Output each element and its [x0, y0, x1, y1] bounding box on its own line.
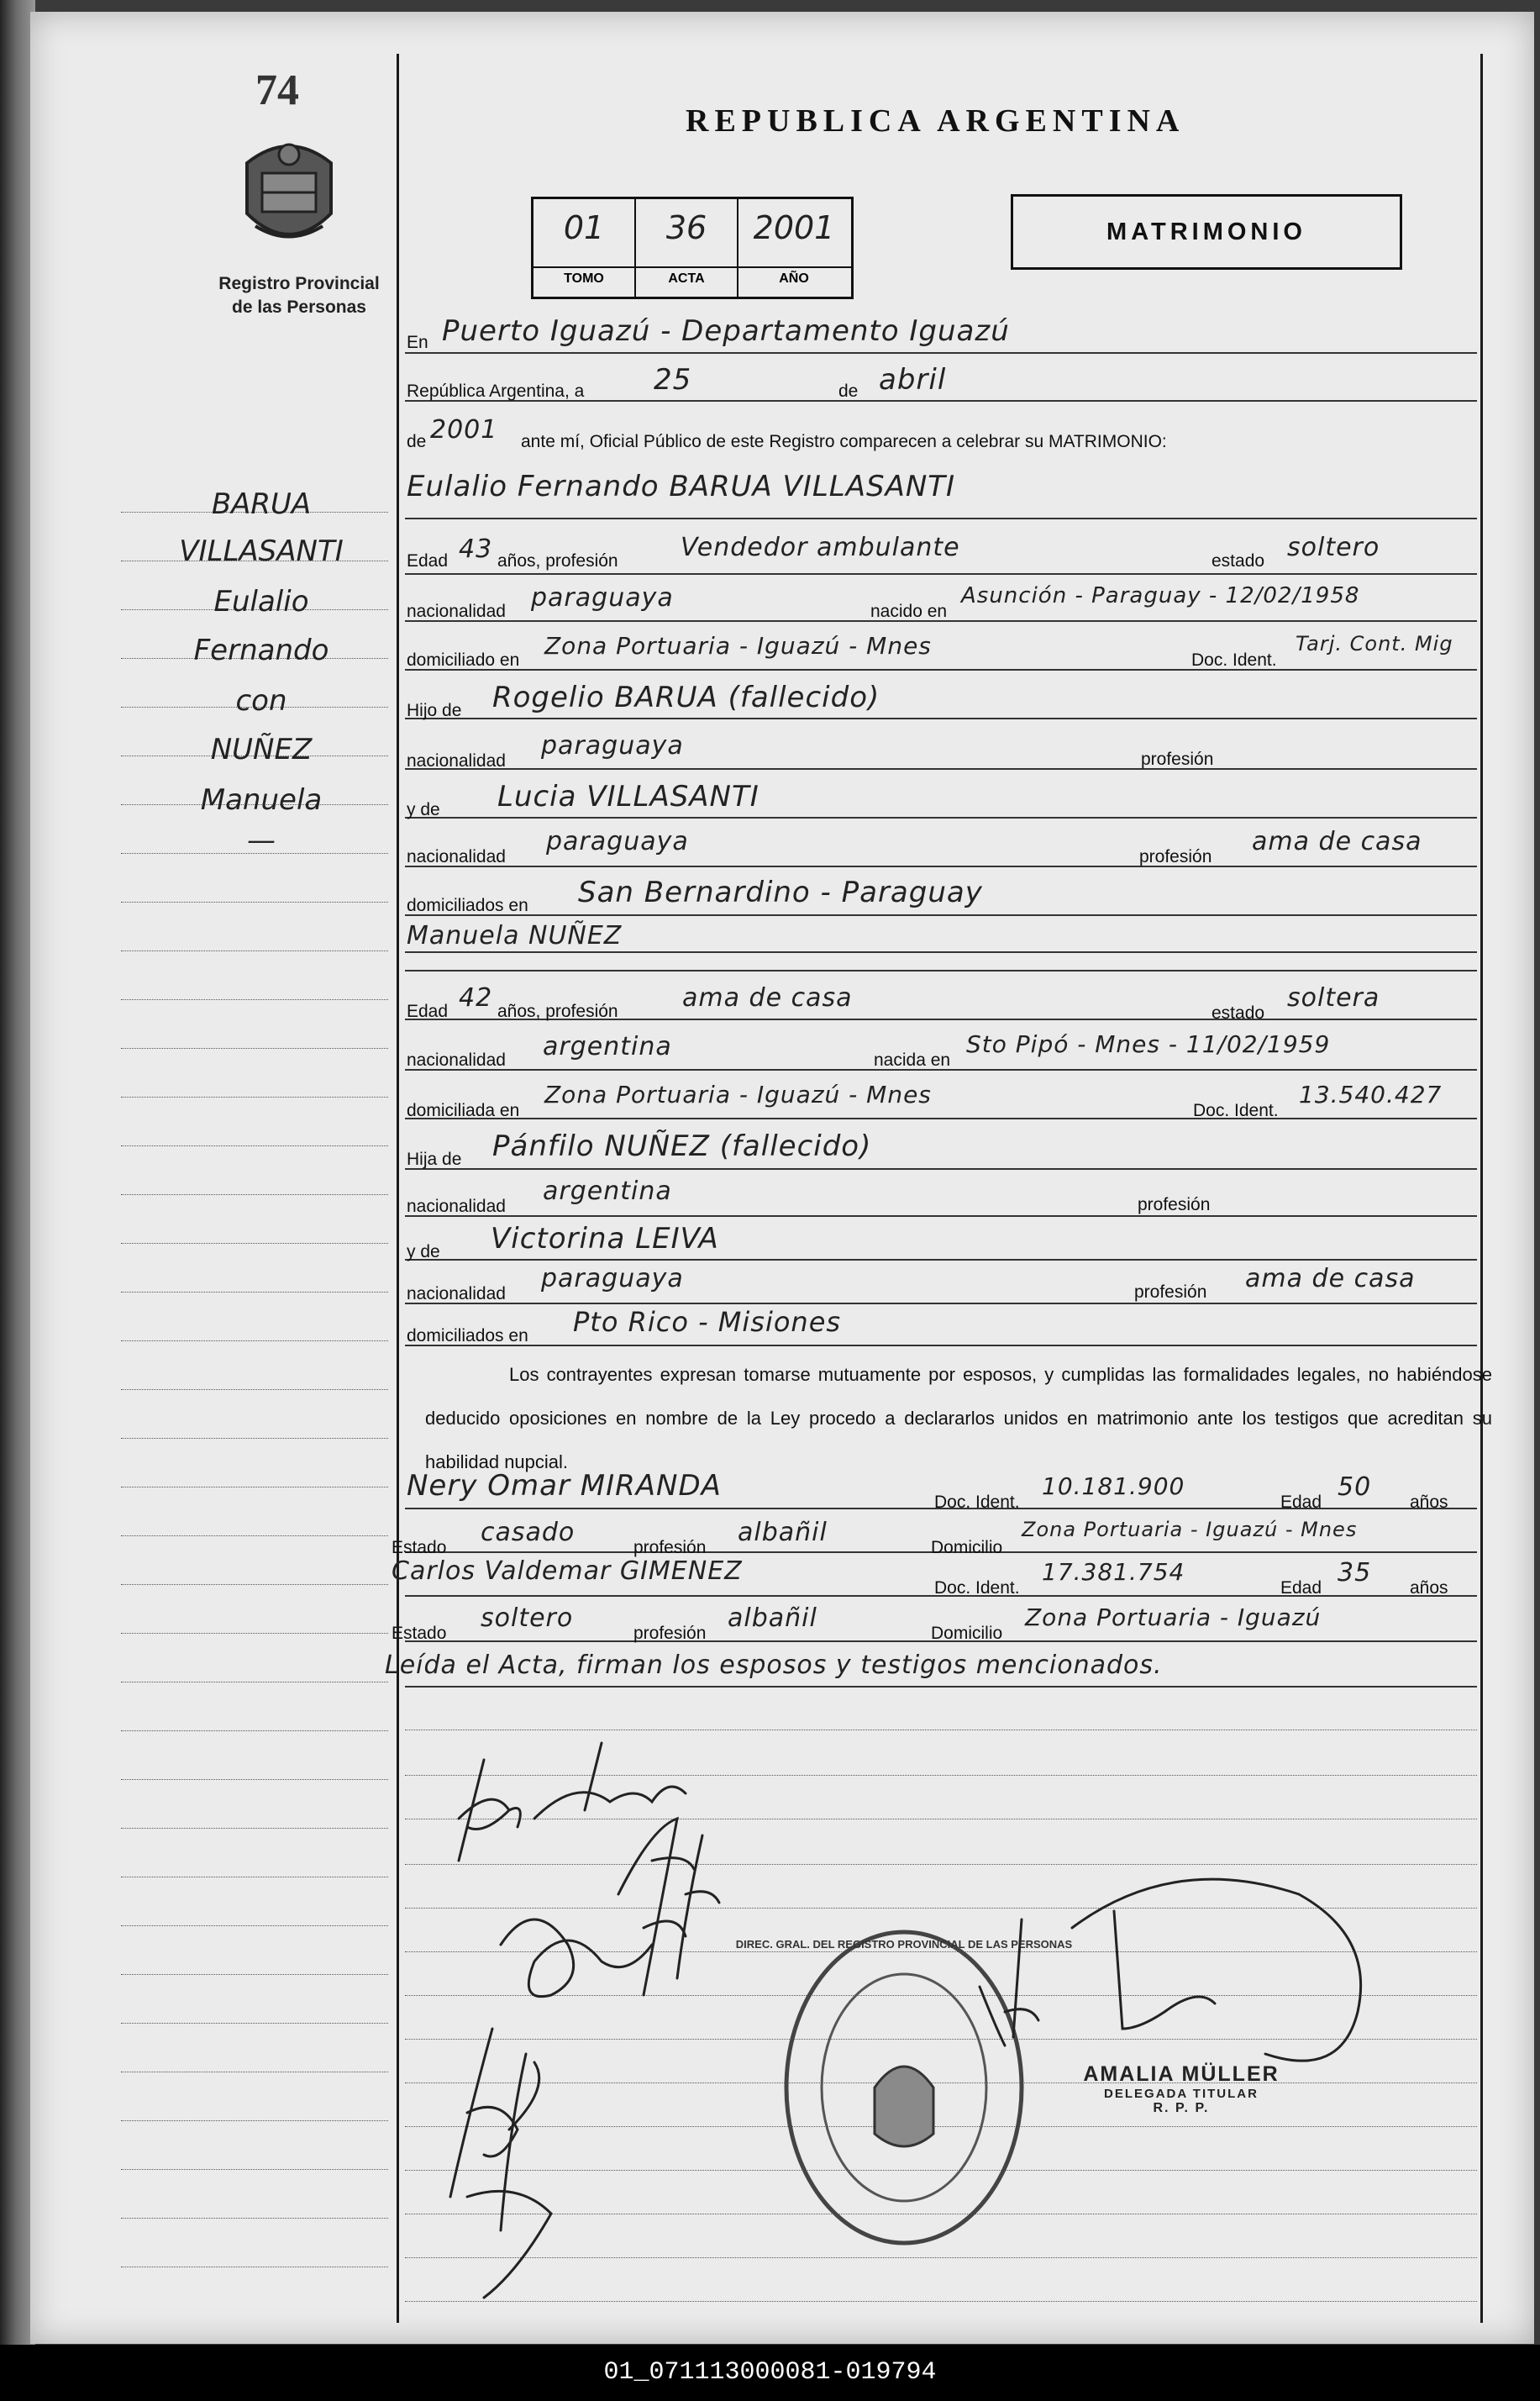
record-identifier-box: [531, 197, 854, 299]
closing-statement: Leída el Acta, firman los esposos y testigos mencionados.: [385, 1651, 1163, 1680]
bride-profession: ama de casa: [682, 983, 853, 1013]
body-rule: [405, 768, 1477, 770]
bride-name: Manuela NUÑEZ: [407, 921, 623, 950]
margin-rule: [121, 1779, 388, 1782]
witness1-dom-label: Domicilio: [931, 1538, 1003, 1557]
groom-nac-label: nacionalidad: [407, 602, 506, 621]
bride-mother: Victorina LEIVA: [491, 1222, 719, 1256]
margin-rule: [121, 1730, 388, 1733]
bride-birthplace: Sto Pipó - Mnes - 11/02/1959: [966, 1030, 1331, 1058]
bride-hija-label: Hija de: [407, 1150, 462, 1169]
bride-father-nationality: argentina: [543, 1177, 672, 1206]
republica-label: República Argentina, a: [407, 382, 585, 401]
bride-nationality: argentina: [543, 1032, 672, 1061]
witness2-document: 17.381.754: [1042, 1558, 1185, 1586]
margin-rule: [121, 902, 388, 904]
margin-rule: [121, 1925, 388, 1928]
declaration-paragraph: Los contrayentes expresan tomarse mutuamente por esposos, y cumplidas las formalidades legales, no habiéndose deducido oposiciones en nombre de la Ley procedo a declararlos unidos en matrimonio ante los testigos que acreditan su habilidad nupcial.: [425, 1364, 1492, 1472]
margin-name-line: Manuela: [200, 783, 323, 817]
groom-birthplace: Asunción - Paraguay - 12/02/1958: [961, 583, 1360, 608]
margin-rule: [121, 2169, 388, 2172]
registry-name-line2: de las Personas: [232, 297, 366, 317]
bride-address: Zona Portuaria - Iguazú - Mnes: [544, 1081, 932, 1108]
margin-rule: [121, 1438, 388, 1440]
de-label: de: [838, 382, 859, 401]
tomo-value: 01: [563, 209, 605, 246]
bride-mother-nationality: paraguaya: [541, 1264, 684, 1293]
witness2-marital-status: soltero: [481, 1603, 574, 1633]
witness1-prof-label: profesión: [633, 1538, 707, 1557]
bride-father-nac-label: nacionalidad: [407, 1197, 506, 1216]
en-label: En: [407, 333, 428, 352]
bride-dom-label: domiciliada en: [407, 1101, 520, 1120]
witness1-address: Zona Portuaria - Iguazú - Mnes: [1022, 1518, 1358, 1541]
margin-rule: [121, 1828, 388, 1830]
margin-rule: [121, 950, 388, 953]
witness2-profession: albañil: [728, 1603, 817, 1633]
witness2-estado-label: Estado: [392, 1624, 447, 1643]
official-stamp-office: R. P. P.: [1153, 2101, 1210, 2115]
witness2-edad-label: Edad: [1280, 1578, 1322, 1598]
body-rule: [405, 518, 1477, 519]
witness1-estado-label: Estado: [392, 1538, 447, 1557]
margin-rule: [121, 999, 388, 1002]
body-rule: [405, 1168, 1477, 1170]
bride-mother-nac-label: nacionalidad: [407, 1284, 506, 1303]
body-rule: [405, 817, 1477, 819]
groom-parents-address: San Bernardino - Paraguay: [578, 876, 983, 909]
bride-age: 42: [459, 983, 493, 1013]
margin-rule: [121, 1145, 388, 1148]
official-stamp-role: DELEGADA TITULAR: [1104, 2087, 1259, 2101]
de2-label: de: [407, 432, 427, 451]
witness1-marital-status: casado: [481, 1518, 576, 1547]
margin-rule: [121, 1877, 388, 1879]
groom-hijo-label: Hijo de: [407, 701, 462, 720]
groom-father-nationality: paraguaya: [541, 731, 684, 761]
document-title: REPUBLICA ARGENTINA: [686, 103, 1185, 139]
bride-mother-profession: ama de casa: [1245, 1264, 1416, 1293]
margin-rule: [121, 1048, 388, 1050]
margin-name-line: Fernando: [193, 634, 329, 667]
groom-mother-profession: ama de casa: [1252, 827, 1422, 856]
groom-father-nac-label: nacionalidad: [407, 751, 506, 771]
groom-dom-label: domiciliado en: [407, 650, 520, 670]
groom-mother-nationality: paraguaya: [546, 827, 689, 856]
body-rule: [405, 914, 1477, 916]
margin-rule: [121, 1243, 388, 1245]
bride-doc-label: Doc. Ident.: [1193, 1101, 1279, 1120]
registry-name-line1: Registro Provincial: [218, 274, 380, 293]
margin-rule: [121, 1292, 388, 1294]
body-rule: [405, 951, 1477, 953]
witness2-doc-label: Doc. Ident.: [934, 1578, 1020, 1598]
body-rule: [405, 1345, 1477, 1346]
witness1-profession: albañil: [738, 1518, 828, 1547]
registry-name: [198, 272, 400, 319]
bride-document: 13.540.427: [1299, 1081, 1443, 1108]
groom-marital-status: soltero: [1287, 533, 1380, 562]
margin-rule: [121, 1682, 388, 1684]
body-rule: [405, 866, 1477, 867]
groom-doms-label: domiciliados en: [407, 896, 528, 915]
body-rule: [405, 1118, 1477, 1119]
body-rule: [405, 1215, 1477, 1217]
witness1-name: Nery Omar MIRANDA: [407, 1469, 722, 1503]
official-signature: [946, 1861, 1383, 2197]
bride-edad-label: Edad: [407, 1002, 449, 1021]
body-rule: [405, 718, 1477, 719]
margin-rule: [121, 1974, 388, 1977]
marriage-place: Puerto Iguazú - Departamento Iguazú: [442, 314, 1010, 348]
bride-yde-label: y de: [407, 1242, 440, 1261]
document-page: [30, 12, 1534, 2344]
groom-mother: Lucia VILLASANTI: [497, 780, 759, 813]
body-rule: [405, 970, 1477, 971]
bride-mother-prof-label: profesión: [1134, 1282, 1207, 1302]
tomo-label: TOMO: [564, 271, 604, 286]
margin-rule: [121, 1097, 388, 1099]
marriage-day: 25: [654, 363, 692, 397]
intro-text: ante mí, Oficial Público de este Registro comparecen a celebrar su MATRIMONIO:: [521, 432, 1167, 451]
registry-seal-icon: [239, 129, 339, 255]
groom-nacido-label: nacido en: [870, 602, 948, 621]
groom-mother-nac-label: nacionalidad: [407, 847, 506, 866]
body-rule: [405, 352, 1477, 354]
groom-edad-label: Edad: [407, 551, 449, 571]
margin-rule: [121, 1389, 388, 1392]
margin-rule: [121, 1487, 388, 1489]
groom-father: Rogelio BARUA (fallecido): [492, 681, 880, 714]
body-rule: [405, 1259, 1477, 1261]
marriage-year: 2001: [430, 415, 498, 445]
witness2-age: 35: [1338, 1558, 1372, 1588]
witness2-name: Carlos Valdemar GIMENEZ: [392, 1556, 743, 1586]
scan-footer: [0, 2345, 1540, 2401]
scan-id: 01_071113000081-019794: [603, 2358, 937, 2387]
witness1-edad-label: Edad: [1280, 1493, 1322, 1512]
margin-name-line: —: [247, 824, 276, 857]
witness2-prof-label: profesión: [633, 1624, 707, 1643]
margin-rule: [121, 1535, 388, 1538]
groom-estado-label: estado: [1212, 551, 1265, 571]
acta-label: ACTA: [668, 271, 705, 286]
anio-value: 2001: [753, 209, 835, 246]
groom-address: Zona Portuaria - Iguazú - Mnes: [544, 632, 932, 660]
margin-rule: [121, 2120, 388, 2123]
official-stamp-name: AMALIA MÜLLER: [1083, 2062, 1280, 2086]
body-rule: [405, 573, 1477, 575]
margin-rule: [121, 1633, 388, 1635]
groom-doc-label: Doc. Ident.: [1191, 650, 1277, 670]
bride-nacida-label: nacida en: [874, 1050, 951, 1070]
official-stamp: [1064, 2062, 1299, 2116]
record-type-box: MATRIMONIO: [1011, 194, 1402, 270]
bride-anos-label: años, profesión: [497, 1002, 618, 1021]
margin-rule: [121, 2072, 388, 2074]
body-rule: [405, 1686, 1477, 1688]
bride-nac-label: nacionalidad: [407, 1050, 506, 1070]
witness2-address: Zona Portuaria - Iguazú: [1025, 1603, 1322, 1631]
witness2-dom-label: Domicilio: [931, 1624, 1003, 1643]
right-border-line: [1480, 54, 1483, 2323]
acta-value: 36: [665, 209, 707, 246]
margin-name-line: NUÑEZ: [210, 733, 313, 766]
margin-divider-line: [397, 54, 399, 2323]
margin-rule: [121, 2023, 388, 2025]
bride-doms-label: domiciliados en: [407, 1326, 528, 1345]
margin-rule: [121, 1340, 388, 1343]
groom-document: Tarj. Cont. Mig: [1296, 632, 1453, 656]
witness1-doc-label: Doc. Ident.: [934, 1493, 1020, 1512]
margin-name-line: con: [235, 684, 287, 718]
groom-profession: Vendedor ambulante: [681, 533, 960, 562]
margin-rule: [121, 2218, 388, 2220]
round-seal-text: DIREC. GRAL. DEL REGISTRO PROVINCIAL DE LAS PERSONAS: [735, 1938, 1073, 1951]
margin-rule: [121, 1584, 388, 1587]
margin-rule: [121, 1194, 388, 1197]
margin-rule: [121, 2267, 388, 2269]
margin-name-line: BARUA: [211, 487, 312, 521]
groom-name: Eulalio Fernando BARUA VILLASANTI: [407, 470, 956, 503]
marriage-month: abril: [879, 363, 947, 397]
bride-father: Pánfilo NUÑEZ (fallecido): [492, 1129, 872, 1163]
witness1-anos-label: años: [1410, 1493, 1448, 1512]
body-rule: [405, 1303, 1477, 1304]
margin-name-line: VILLASANTI: [179, 534, 344, 568]
bride-estado-label: estado: [1212, 1003, 1265, 1023]
groom-age: 43: [459, 534, 493, 564]
witness1-age: 50: [1338, 1472, 1372, 1502]
bride-father-prof-label: profesión: [1138, 1195, 1211, 1214]
body-rule: [405, 669, 1477, 671]
groom-yde-label: y de: [407, 800, 440, 819]
groom-nationality: paraguaya: [531, 583, 674, 613]
groom-mother-prof-label: profesión: [1139, 847, 1212, 866]
page-number: 74: [255, 66, 299, 114]
anio-label: AÑO: [779, 271, 809, 286]
witness2-anos-label: años: [1410, 1578, 1448, 1598]
witness1-document: 10.181.900: [1042, 1472, 1185, 1500]
margin-name-line: Eulalio: [213, 585, 309, 619]
groom-anos-label: años, profesión: [497, 551, 618, 571]
bride-parents-address: Pto Rico - Misiones: [573, 1306, 842, 1338]
groom-father-prof-label: profesión: [1141, 750, 1214, 769]
bride-marital-status: soltera: [1287, 983, 1380, 1013]
